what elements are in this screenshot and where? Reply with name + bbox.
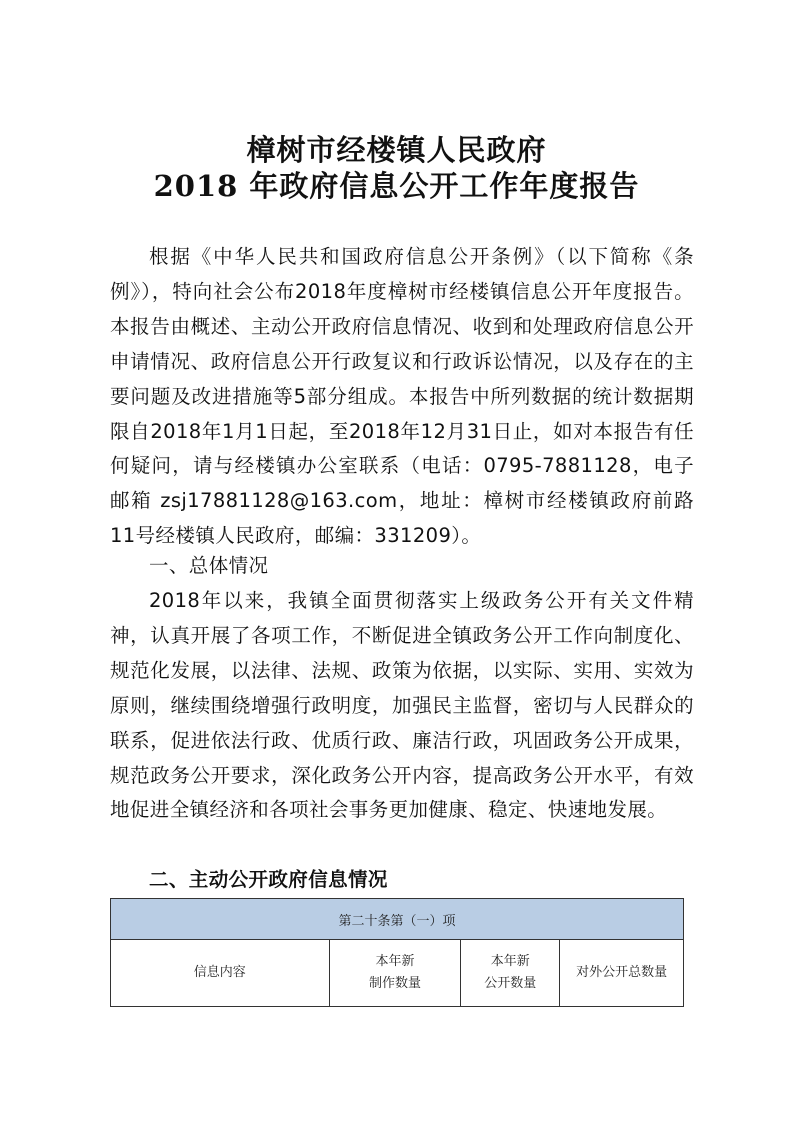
section1-paragraph: 2018年以来，我镇全面贯彻落实上级政务公开有关文件精神，认真开展了各项工作，不断促进全镇政务公开工作向制度化、规范化发展，以法律、法规、政策为依据，以实际、实用、实效为原则，继续围绕增强行政明度，加强民主监督，密切与人民群众的联系，促进依法行政、优质行政、廉洁行政，巩固政务公开成果，规范政务公开要求，深化政务公开内容，提高政务公开水平，有效地促进全镇经济和各项社会事务更加健康、稳定、快速地发展。	[110, 589, 694, 822]
column-header-published-line2: 公开数量	[484, 976, 537, 991]
table-header: 第二十条第（一）项	[111, 899, 684, 940]
column-header-created-line1: 本年新	[375, 954, 415, 969]
report-title-line2: 2018 年政府信息公开工作年度报告	[153, 169, 640, 203]
column-header-total	[560, 940, 684, 1007]
column-header-total-label: 对外公开总数量	[576, 965, 668, 980]
disclosure-table	[110, 898, 684, 1007]
report-title-line1: 樟树市经楼镇人民政府	[246, 133, 547, 167]
intro-paragraph: 根据《中华人民共和国政府信息公开条例》（以下简称《条例》），特向社会公布2018年度樟树市经楼镇信息公开年度报告。本报告由概述、主动公开政府信息情况、收到和处理政府信息公开申请情况、政府信息公开行政复议和行政诉讼情况，以及存在的主要问题及改进措施等5部分组成。本报告中所列数据的统计数据期限自2018年1月1日起，至2018年12月31日止，如对本报告有任何疑问，请与经楼镇办公室联系（电话：0795-7881128，电子邮箱 zsj17881128@163.com，地址：樟树市经楼镇政府前路11号经楼镇人民政府，邮编：331209）。	[110, 245, 694, 548]
column-header-created-line2: 制作数量	[368, 976, 421, 991]
column-header-content-label: 信息内容	[193, 965, 246, 980]
column-header-published	[461, 940, 560, 1007]
section1-heading: 一、总体情况	[149, 554, 269, 577]
column-header-content	[111, 940, 330, 1007]
section2-heading: 二、主动公开政府信息情况	[149, 868, 388, 891]
column-header-created	[329, 940, 461, 1007]
column-header-published-line1: 本年新	[490, 954, 530, 969]
